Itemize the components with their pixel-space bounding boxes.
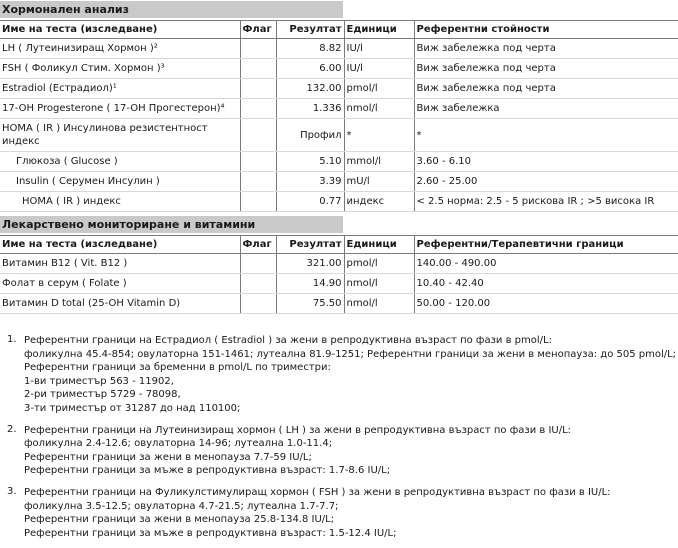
footnote-line: 1-ви триместър 563 - 11902, (24, 375, 174, 387)
reference-cell: 10.40 - 42.40 (414, 274, 678, 294)
footnote-line: Референтни граници на Лутеинизиращ хормон ( LH ) за жени в репродуктивна възраст по фази в IU/L: (24, 424, 572, 436)
table-row (0, 192, 678, 212)
flag-cell (240, 79, 276, 99)
test-name-cell: FSH ( Фоликул Стим. Хормон )³ (0, 59, 240, 79)
header-name: Име на теста (изследване) (0, 236, 240, 254)
reference-cell: 140.00 - 490.00 (414, 254, 678, 274)
test-name-cell: 17-OH Progesterone ( 17-OH Прогестерон)⁴ (0, 99, 240, 119)
table-row (0, 274, 678, 294)
result-cell: 6.00 (276, 59, 344, 79)
footnote-line: 3-ти триместър от 31287 до над 110100; (24, 402, 241, 414)
footnote-item (0, 486, 678, 540)
flag-cell (240, 274, 276, 294)
units-cell: индекс (344, 192, 414, 212)
flag-cell (240, 119, 276, 152)
test-name-cell: HOMA ( IR ) Инсулинова резистентност индекс (0, 119, 240, 152)
result-cell: Профил (276, 119, 344, 152)
table-row (0, 99, 678, 119)
section-title-hormonal: Хормонален анализ (0, 1, 343, 18)
table-row (0, 39, 678, 59)
footnote-line: Референтни граници за жени в менопауза 7.7-59 IU/L; (24, 451, 312, 463)
table-row (0, 59, 678, 79)
units-cell: IU/l (344, 39, 414, 59)
flag-cell (240, 192, 276, 212)
units-cell: pmol/l (344, 254, 414, 274)
result-cell: 321.00 (276, 254, 344, 274)
test-name-cell: Фолат в серум ( Folate ) (0, 274, 240, 294)
reference-cell: Виж забележка (414, 99, 678, 119)
reference-cell: 2.60 - 25.00 (414, 172, 678, 192)
test-name-cell: Estradiol (Естрадиол)¹ (0, 79, 240, 99)
footnote-line: Референтни граници за мъже в репродуктивна възраст: 1.5-12.4 IU/L; (24, 527, 397, 539)
test-name-cell: LH ( Лутеинизиращ Хормон )² (0, 39, 240, 59)
section-title-vitamins: Лекарствено мониториране и витамини (0, 216, 343, 233)
footnote-number: 1. (7, 334, 17, 345)
table-row (0, 152, 678, 172)
footnote-line: фоликулна 45.4-854; овулаторна 151-1461; лутеална 81.9-1251; Референтни граници за жени в менопауза: до 505 pmol/L; (24, 348, 677, 360)
header-result: Резултат (276, 21, 344, 39)
result-cell: 0.77 (276, 192, 344, 212)
vitamins-table (0, 235, 678, 314)
footnote-line: Референтни граници на Фуликулстимулиращ хормон ( FSH ) за жени в репродуктивна възраст по фази в IU/L: (24, 486, 611, 498)
units-cell: IU/l (344, 59, 414, 79)
table-row (0, 254, 678, 274)
result-cell: 14.90 (276, 274, 344, 294)
header-name: Име на теста (изследване) (0, 21, 240, 39)
units-cell: mmol/l (344, 152, 414, 172)
result-cell: 8.82 (276, 39, 344, 59)
units-cell: nmol/l (344, 294, 414, 314)
header-flag: Флаг (240, 21, 276, 39)
result-cell: 75.50 (276, 294, 344, 314)
header-result: Резултат (276, 236, 344, 254)
footnote-line: 2-ри триместър 5729 - 78098, (24, 389, 181, 401)
reference-cell: Виж забележка под черта (414, 79, 678, 99)
result-cell: 5.10 (276, 152, 344, 172)
footnote-item (0, 424, 678, 478)
units-cell: mU/l (344, 172, 414, 192)
table-row (0, 172, 678, 192)
footnote-line: Референтни граници на Естрадиол ( Estradiol ) за жени в репродуктивна възраст по фази в pmol/L: (24, 335, 552, 346)
result-cell: 3.39 (276, 172, 344, 192)
test-name-cell: Insulin ( Серумен Инсулин ) (0, 172, 240, 192)
footnote-line: Референтни граници за жени в менопауза 25.8-134.8 IU/L; (24, 514, 335, 526)
units-cell: nmol/l (344, 99, 414, 119)
flag-cell (240, 99, 276, 119)
footnote-line: фоликулна 3.5-12.5; овулаторна 4.7-21.5; лутеална 1.7-7.7; (24, 500, 339, 512)
reference-cell: < 2.5 норма: 2.5 - 5 рискова IR ; >5 висока IR (414, 192, 678, 212)
footnote-line: фоликулна 2.4-12.6; овулаторна 14-96; лутеална 1.0-11.4; (24, 438, 333, 450)
header-units: Единици (344, 21, 414, 39)
flag-cell (240, 152, 276, 172)
test-name-cell: Глюкоза ( Glucose ) (0, 152, 240, 172)
units-cell: pmol/l (344, 79, 414, 99)
table-header-row (0, 21, 678, 39)
header-units: Единици (344, 236, 414, 254)
flag-cell (240, 39, 276, 59)
header-flag: Флаг (240, 236, 276, 254)
test-name-cell: HOMA ( IR ) индекс (0, 192, 240, 212)
reference-cell: Виж забележка под черта (414, 39, 678, 59)
table-row (0, 119, 678, 152)
units-cell: * (344, 119, 414, 152)
footnotes-list (0, 334, 678, 548)
hormonal-table (0, 20, 678, 212)
table-row (0, 294, 678, 314)
footnote-line: Референтни граници за бременни в pmol/L по триместри: (24, 362, 331, 374)
test-name-cell: Витамин B12 ( Vit. B12 ) (0, 254, 240, 274)
header-reference: Референтни/Терапевтични граници (414, 236, 678, 254)
reference-cell: * (414, 119, 678, 152)
reference-cell: 3.60 - 6.10 (414, 152, 678, 172)
footnote-number: 3. (7, 485, 17, 497)
reference-cell: 50.00 - 120.00 (414, 294, 678, 314)
result-cell: 1.336 (276, 99, 344, 119)
header-reference: Референтни стойности (414, 21, 678, 39)
table-header-row (0, 236, 678, 254)
test-name-cell: Витамин D total (25-OH Vitamin D) (0, 294, 240, 314)
footnote-number: 2. (7, 423, 17, 435)
reference-cell: Виж забележка под черта (414, 59, 678, 79)
units-cell: nmol/l (344, 274, 414, 294)
footnote-line: Референтни граници за мъже в репродуктивна възраст: 1.7-8.6 IU/L; (24, 465, 391, 477)
flag-cell (240, 294, 276, 314)
flag-cell (240, 172, 276, 192)
table-row (0, 79, 678, 99)
footnote-item (0, 334, 678, 416)
result-cell: 132.00 (276, 79, 344, 99)
flag-cell (240, 254, 276, 274)
flag-cell (240, 59, 276, 79)
